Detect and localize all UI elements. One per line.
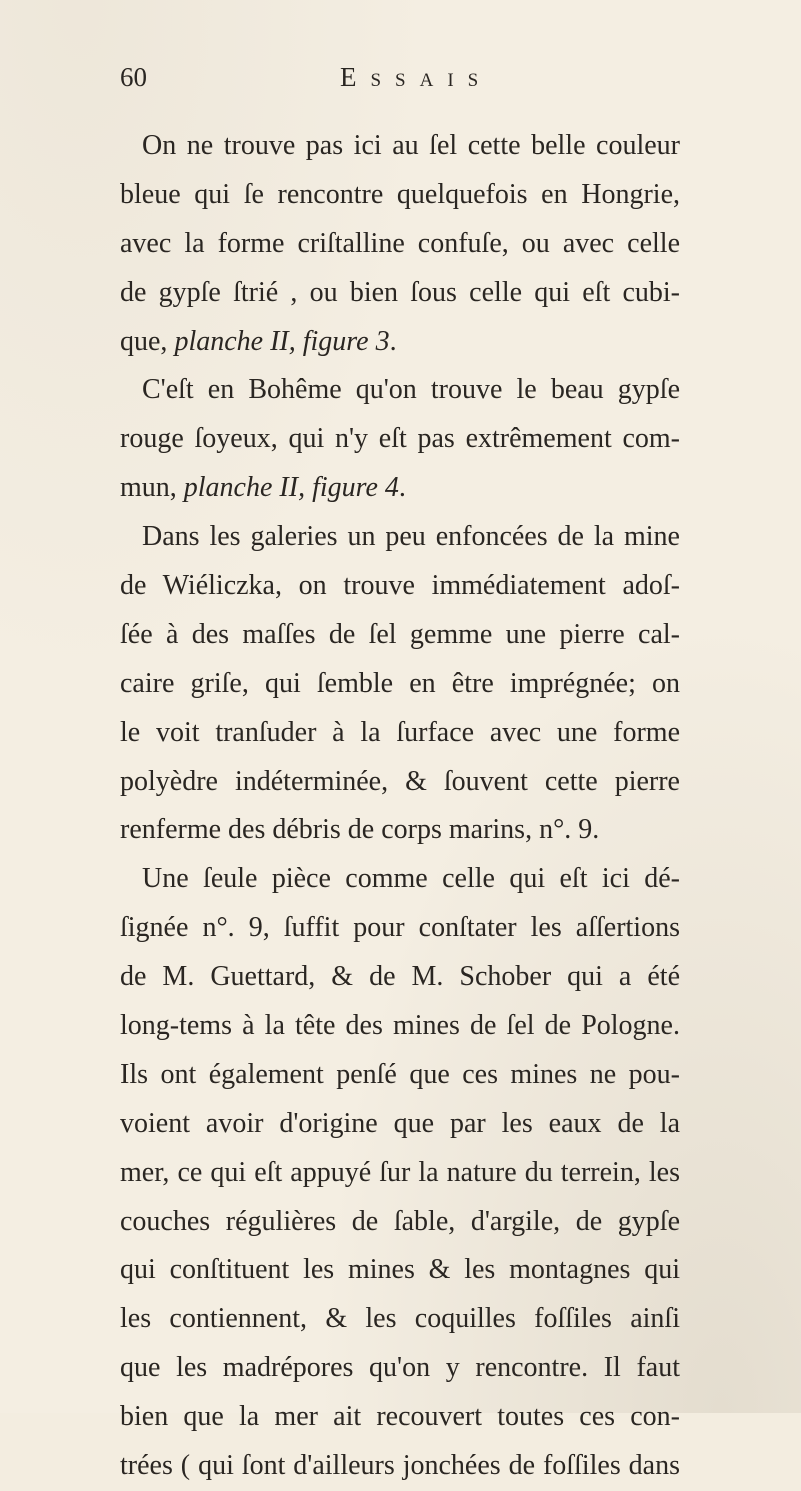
text-line: Dans les galeries un peu enfoncées de la mine bbox=[142, 521, 680, 553]
text-line: avec la forme criſtalline confuſe, ou avec celle bbox=[120, 227, 680, 259]
text-line: Une ſeule pièce comme celle qui eſt ici dé- bbox=[142, 863, 680, 895]
text-line: mer, ce qui eſt appuyé ſur la nature du terrein, les bbox=[120, 1156, 680, 1188]
text-line: voient avoir d'origine que par les eaux de la bbox=[120, 1107, 680, 1139]
text-line: caire griſe, qui ſemble en être imprégnée; on bbox=[120, 667, 680, 699]
text-line: le voit tranſuder à la ſurface avec une forme bbox=[120, 716, 680, 748]
text-line: Ils ont également penſé que ces mines ne pou- bbox=[120, 1058, 680, 1090]
figure-reference: planche II, figure 4 bbox=[183, 472, 399, 504]
page-header bbox=[120, 62, 680, 102]
text-line: bien que la mer ait recouvert toutes ces con- bbox=[120, 1401, 680, 1433]
text-line: de Wiéliczka, on trouve immédiatement adoſ- bbox=[120, 570, 680, 602]
text-line: C'eſt en Bohême qu'on trouve le beau gypſe bbox=[142, 374, 680, 406]
text-line: de gypſe ſtrié , ou bien ſous celle qui eſt cubi- bbox=[120, 276, 680, 308]
text-line: ſée à des maſſes de ſel gemme une pierre cal- bbox=[120, 618, 680, 650]
text-line: les contiennent, & les coquilles foſſiles ainſi bbox=[120, 1303, 680, 1335]
text-line: que les madrépores qu'on y rencontre. Il faut bbox=[120, 1352, 680, 1384]
text-line: polyèdre indéterminée, & ſouvent cette pierre bbox=[120, 765, 680, 797]
text-line: que, planche II, figure 3. bbox=[120, 325, 397, 357]
text-line: On ne trouve pas ici au ſel cette belle couleur bbox=[142, 130, 680, 161]
text-line: trées ( qui ſont d'ailleurs jonchées de foſſiles dans bbox=[120, 1450, 680, 1482]
text-line: ſignée n°. 9, ſuffit pour conſtater les aſſertions bbox=[120, 912, 680, 944]
text-line: renferme des débris de corps marins, n°. 9. bbox=[120, 814, 600, 846]
text-line: couches régulières de ſable, d'argile, de gypſe bbox=[120, 1205, 680, 1237]
text-line: rouge ſoyeux, qui n'y eſt pas extrêmement com- bbox=[120, 423, 680, 455]
page-number: 60 bbox=[120, 62, 147, 92]
running-title: Essais bbox=[340, 62, 493, 92]
text-line: qui conſtituent les mines & les montagnes qui bbox=[120, 1254, 680, 1286]
text-line: de M. Guettard, & de M. Schober qui a été bbox=[120, 961, 680, 993]
text-line: bleue qui ſe rencontre quelquefois en Hongrie, bbox=[120, 178, 680, 210]
text-line: long-tems à la tête des mines de ſel de Pologne. bbox=[120, 1010, 680, 1042]
figure-reference: planche II, figure 3 bbox=[174, 325, 390, 357]
text-line: mun, planche II, figure 4. bbox=[120, 472, 406, 504]
body-text bbox=[120, 122, 680, 1491]
